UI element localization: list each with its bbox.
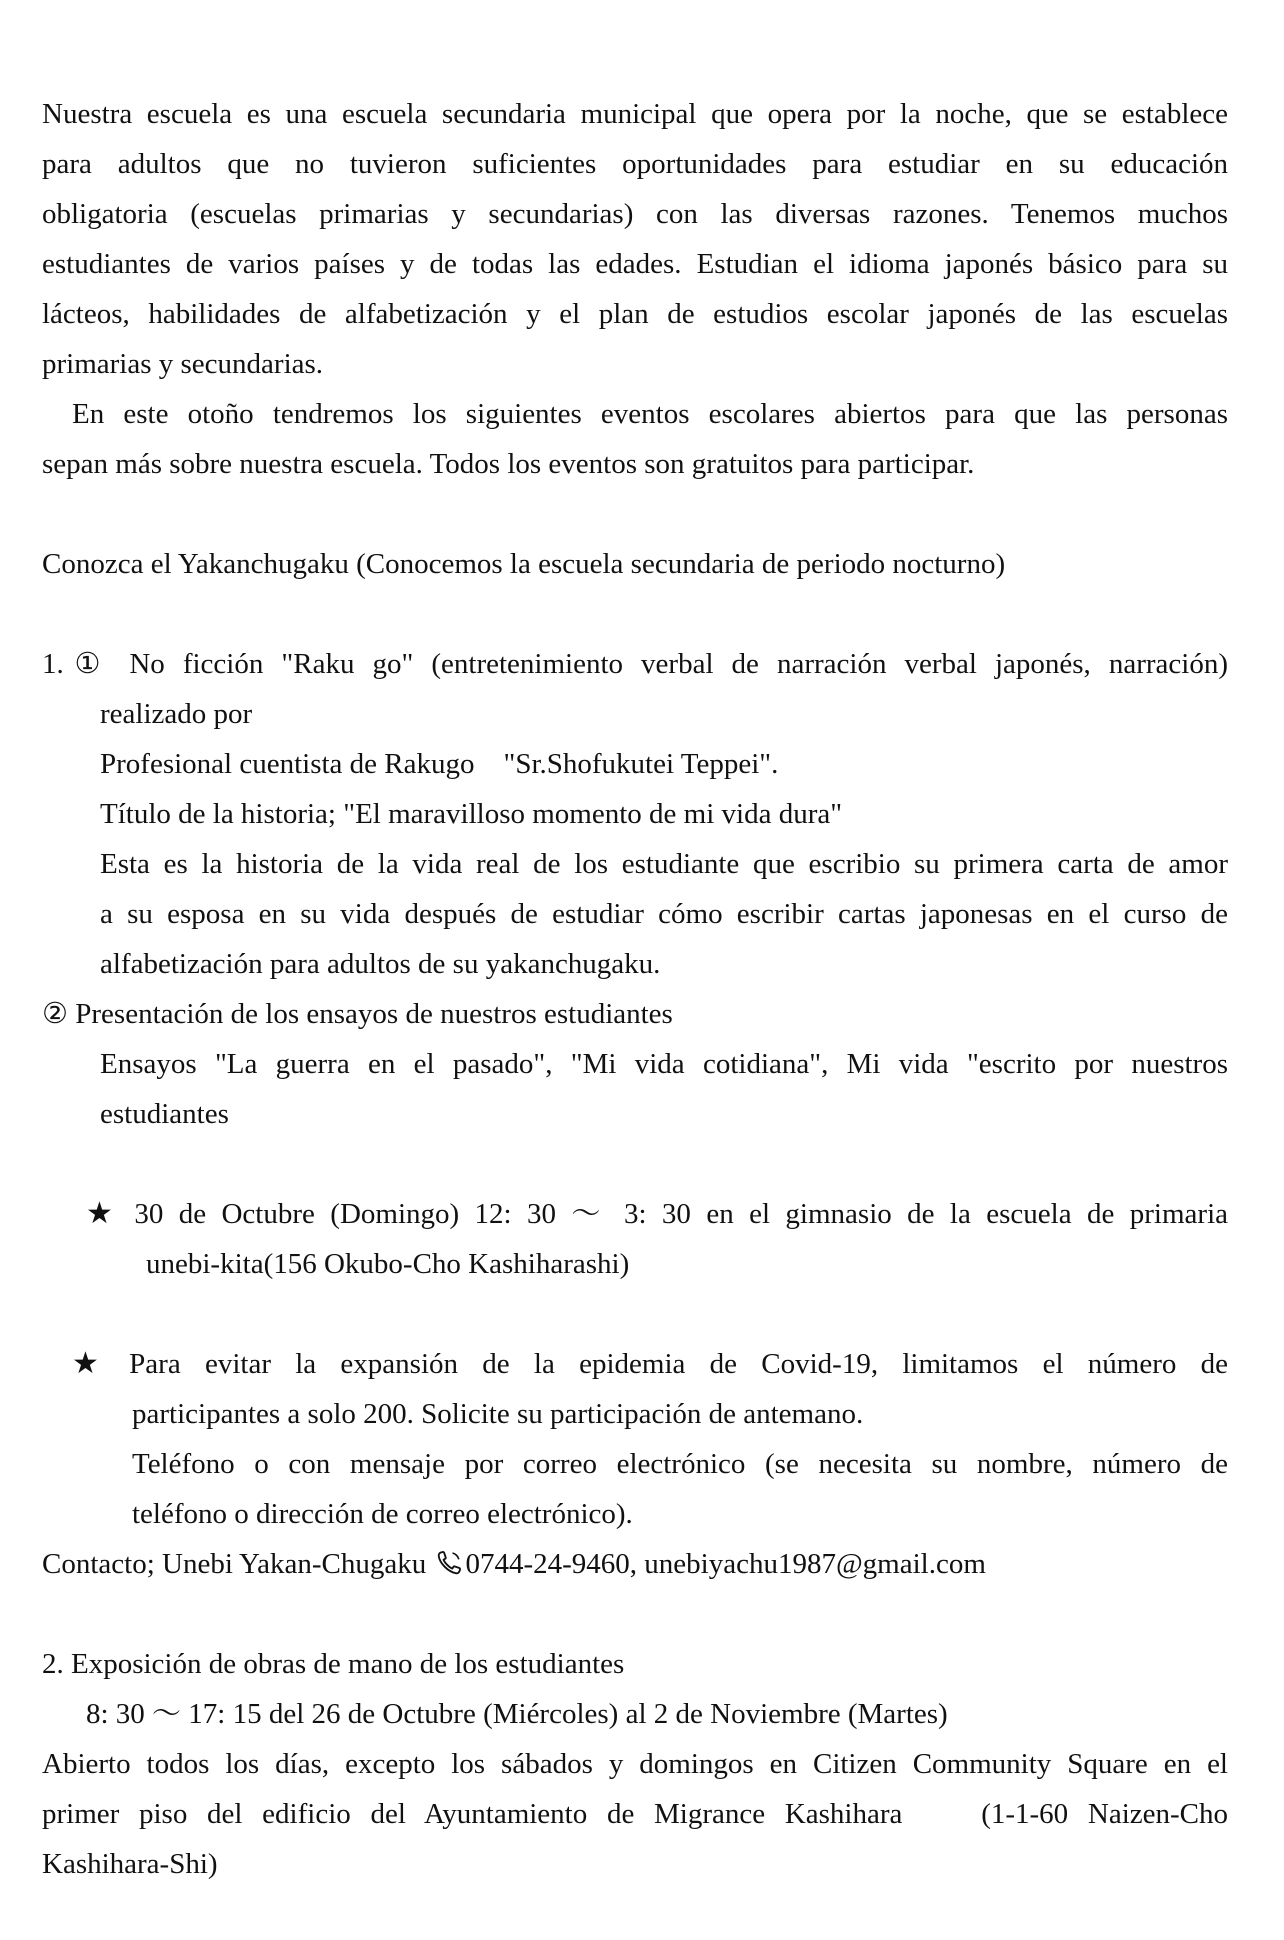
covid-notice-line: Teléfono o con mensaje por correo electrónico (se necesita su nombre, número de [132,1448,1228,1480]
intro-line: Nuestra escuela es una escuela secundaria municipal que opera por la noche, que se establece [42,98,1228,130]
event1-item1-line: Profesional cuentista de Rakugo "Sr.Shofukutei Teppei". [100,748,779,780]
section-heading: Conozca el Yakanchugaku (Conocemos la escuela secundaria de periodo nocturno) [42,548,1006,580]
event1-item1-line: 1.① No ficción "Raku go" (entretenimiento verbal de narración verbal japonés, narración) [42,648,1228,680]
event2-line: 8: 30 ～ 17: 15 del 26 de Octubre (Miércoles) al 2 de Noviembre (Martes) [86,1698,948,1730]
event2-line: Kashihara-Shi) [42,1848,218,1880]
event1-date-line: unebi-kita(156 Okubo-Cho Kashiharashi) [146,1248,630,1280]
intro-line: lácteos, habilidades de alfabetización y el plan de estudios escolar japonés de las escuelas [42,298,1228,330]
covid-notice-text: Para evitar la expansión de la epidemia de Covid-19, limitamos el número de [129,1348,1228,1380]
event1-item1-line: alfabetización para adultos de su yakanchugaku. [100,948,661,980]
event2-line: Abierto todos los días, excepto los sábados y domingos en Citizen Community Square en el [42,1748,1228,1780]
contact-details: 0744-24-9460, unebiyachu1987@gmail.com [465,1548,986,1580]
event1-item2-line: ② Presentación de los ensayos de nuestros estudiantes [42,998,673,1030]
event1-item1-line: Esta es la historia de la vida real de los estudiante que escribio su primera carta de amor [100,848,1228,880]
intro-line: obligatoria (escuelas primarias y secundarias) con las diversas razones. Tenemos muchos [42,198,1228,230]
intro-line: En este otoño tendremos los siguientes eventos escolares abiertos para que las personas [72,398,1228,430]
contact-label: Contacto; Unebi Yakan-Chugaku [42,1548,427,1580]
star-icon: ★ [86,1196,113,1231]
intro-line: sepan más sobre nuestra escuela. Todos los eventos son gratuitos para participar. [42,448,975,480]
covid-notice-line: participantes a solo 200. Solicite su participación de antemano. [132,1398,864,1430]
intro-line: estudiantes de varios países y de todas las edades. Estudian el idioma japonés básico para su [42,248,1228,280]
covid-notice-line [72,1344,1228,1384]
event1-item1-line: a su esposa en su vida después de estudiar cómo escribir cartas japonesas en el curso de [100,898,1228,930]
event1-item1-line: realizado por [100,698,253,730]
event1-item2-line: Ensayos "La guerra en el pasado", "Mi vida cotidiana", Mi vida "escrito por nuestros [100,1048,1228,1080]
event1-item2-line: estudiantes [100,1098,229,1130]
event2-line: primer piso del edificio del Ayuntamiento de Migrance Kashihara (1-1-60 Naizen-Cho [42,1798,1228,1830]
star-icon: ★ [72,1346,99,1381]
event2-line: 2. Exposición de obras de mano de los estudiantes [42,1648,625,1680]
covid-notice-line: teléfono o dirección de correo electrónico). [132,1498,633,1530]
phone-icon [435,1549,463,1577]
intro-line: para adultos que no tuvieron suficientes oportunidades para estudiar en su educación [42,148,1228,180]
intro-line: primarias y secundarias. [42,348,324,380]
event1-date-line [86,1194,1228,1234]
event1-item1-line: Título de la historia; "El maravilloso momento de mi vida dura" [100,798,843,830]
contact-line [42,1544,986,1584]
event1-date-text: 30 de Octubre (Domingo) 12: 30 ～ 3: 30 en el gimnasio de la escuela de primaria [134,1198,1228,1230]
